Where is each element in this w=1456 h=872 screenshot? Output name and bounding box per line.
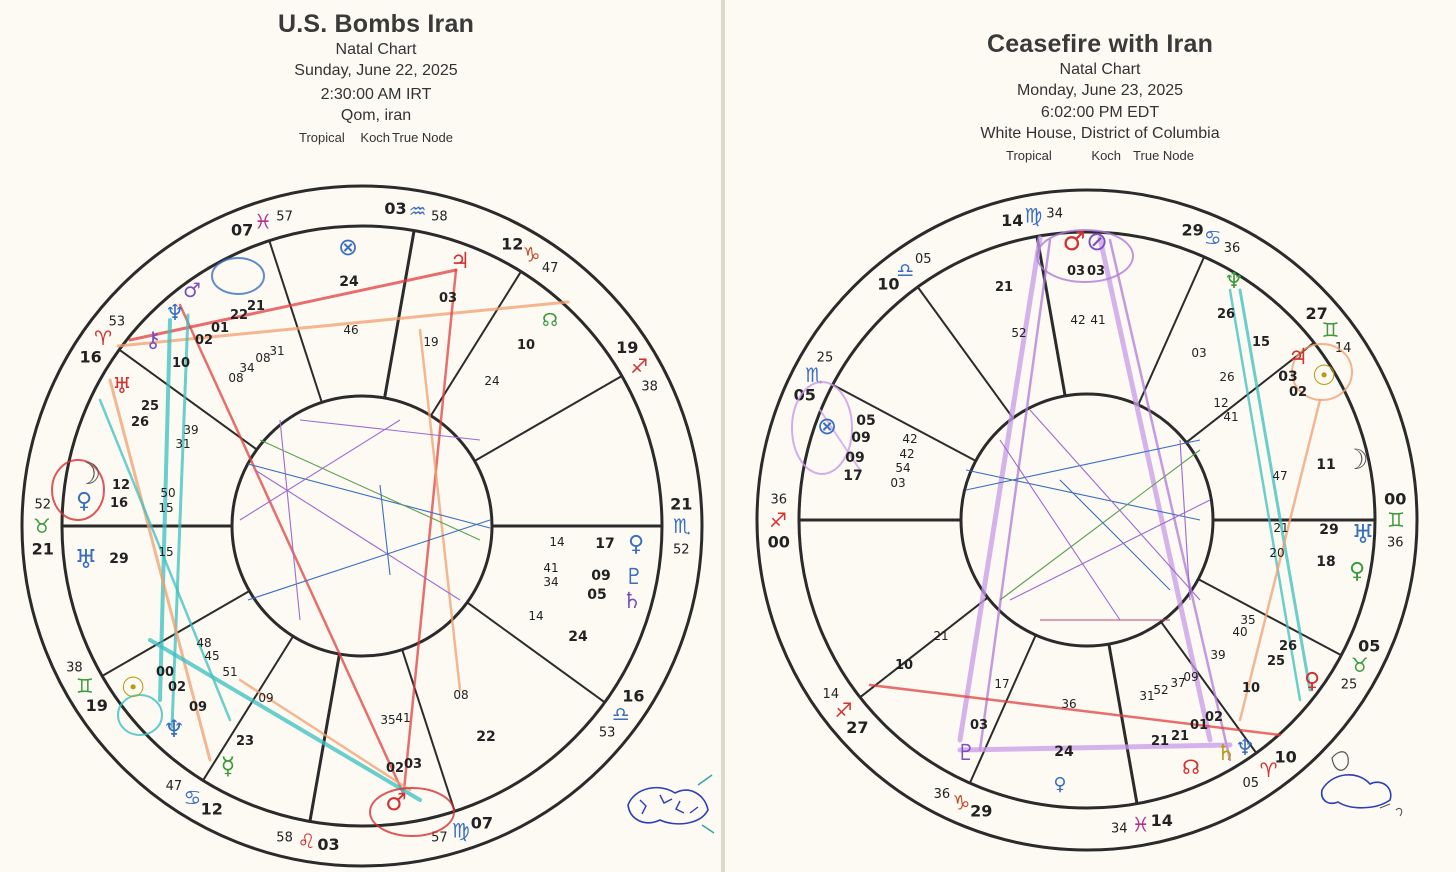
right-chart-time: 6:02:00 PM EDT — [1040, 104, 1160, 121]
planet-degree: 42 — [1070, 313, 1086, 327]
planet-glyph-icon: ♄ — [622, 589, 642, 614]
planet-degree: 36 — [1061, 697, 1077, 711]
planet-degree: 03 — [1086, 264, 1106, 279]
planet-degree: 03 — [969, 718, 989, 733]
cusp-degree: 07 — [230, 220, 254, 240]
planet-degree: 12 — [1213, 396, 1229, 410]
cusp-minute: 53 — [108, 314, 126, 330]
cusp-sign-icon: ♌ — [297, 829, 316, 854]
planet-degree: 21 — [246, 299, 266, 314]
planet-degree: 22 — [476, 729, 496, 745]
cusp-sign-icon: ♐ — [769, 508, 787, 532]
cusp-degree: 05 — [1358, 636, 1381, 656]
cusp-sign-icon: ♉ — [1350, 653, 1369, 678]
left-chart-date: Sunday, June 22, 2025 — [294, 62, 458, 79]
cusp-minute: 52 — [672, 542, 690, 558]
planet-degree: 34 — [239, 361, 255, 375]
planet-degree: 10 — [894, 658, 914, 673]
cusp-degree: 29 — [1181, 220, 1204, 240]
cusp-minute: 53 — [598, 725, 616, 741]
planet-degree: 39 — [1210, 648, 1226, 662]
planet-glyph-icon: ♅ — [1351, 520, 1375, 550]
planet-degree: 48 — [196, 636, 212, 650]
cusp-minute: 05 — [914, 251, 932, 267]
cusp-sign-icon: ♉ — [33, 514, 51, 538]
cusp-minute: 25 — [1340, 677, 1358, 693]
planet-glyph-icon: ♀ — [627, 532, 645, 557]
cusp-minute: 57 — [431, 830, 448, 846]
planet-degree: 01 — [1189, 718, 1209, 733]
cusp-minute: 57 — [276, 209, 293, 225]
planet-glyph-icon: ♂ — [183, 278, 201, 302]
planet-degree: 09 — [188, 700, 208, 715]
left-chart-title: U.S. Bombs Iran — [277, 10, 475, 38]
cusp-sign-icon: ♈ — [94, 325, 113, 350]
right-chart-date: Monday, June 23, 2025 — [1016, 82, 1184, 99]
planet-degree: 21 — [1150, 734, 1170, 749]
planet-degree: 02 — [1288, 385, 1308, 400]
cusp-degree: 14 — [1001, 211, 1024, 231]
planet-degree: 23 — [235, 734, 255, 749]
planet-glyph-icon: ♃ — [450, 249, 470, 274]
planet-degree: 17 — [843, 468, 863, 484]
planet-glyph-icon: ♆ — [1235, 736, 1255, 761]
planet-degree: 25 — [1266, 654, 1286, 669]
cusp-minute: 36 — [933, 786, 951, 802]
cusp-sign-icon: ♊ — [75, 674, 94, 698]
planet-glyph-icon: ♀ — [75, 489, 93, 514]
planet-degree: 39 — [183, 423, 199, 437]
planet-degree: 26 — [1278, 639, 1298, 654]
highlight-circle — [212, 258, 264, 294]
cusp-degree: 19 — [616, 338, 639, 358]
planet-degree: 15 — [158, 545, 174, 559]
planet-degree: 46 — [343, 323, 359, 337]
planet-degree: 21 — [1273, 521, 1289, 535]
planet-degree: 21 — [1170, 729, 1190, 744]
planet-glyph-icon: ♇ — [956, 741, 976, 766]
planet-degree: 10 — [1241, 681, 1261, 696]
right-chart-node: True Node — [1133, 148, 1194, 163]
house-cusp-line — [269, 241, 322, 403]
planet-degree: 03 — [890, 476, 906, 490]
right-chart-house-system: Koch — [1091, 148, 1122, 163]
planet-degree: 50 — [160, 486, 176, 500]
planet-glyph-icon: ♆ — [165, 301, 185, 326]
left-doodle-sketch — [620, 765, 720, 840]
planet-glyph-icon: ♅ — [112, 374, 132, 399]
cusp-sign-icon: ♈ — [1259, 757, 1278, 782]
planet-degree: 00 — [155, 665, 175, 680]
cusp-minute: 14 — [822, 686, 840, 702]
planet-degree: 51 — [222, 665, 238, 679]
cusp-sign-icon: ♎ — [611, 702, 630, 727]
planet-glyph-icon: ♀ — [1053, 774, 1067, 795]
planet-degree: 41 — [1223, 410, 1239, 424]
cusp-sign-icon: ♓ — [254, 209, 273, 234]
cusp-minute: 47 — [165, 778, 183, 794]
planet-degree: 09 — [591, 568, 611, 584]
right-chart-zodiac: Tropical — [1006, 148, 1052, 163]
cusp-minute: 58 — [276, 830, 293, 846]
planet-glyph-icon: ♀ — [1303, 669, 1321, 694]
planet-degree: 24 — [484, 374, 500, 388]
planet-degree: 24 — [339, 274, 359, 290]
cusp-sign-icon: ♏ — [805, 362, 824, 387]
planet-degree: 54 — [895, 461, 911, 475]
cusp-sign-icon: ♊ — [1321, 317, 1340, 342]
cusp-degree: 03 — [384, 198, 407, 218]
left-chart-subtitle: Natal Chart — [335, 41, 417, 58]
cusp-sign-icon: ♋ — [183, 785, 202, 810]
planet-glyph-icon: ♂ — [385, 788, 407, 816]
planet-degree: 29 — [1319, 522, 1339, 538]
planet-degree: 52 — [1011, 326, 1027, 340]
planet-degree: 42 — [899, 447, 915, 461]
planet-glyph-icon: ☊ — [1182, 755, 1200, 779]
planet-degree: 03 — [1066, 264, 1086, 279]
cusp-minute: 47 — [541, 261, 559, 277]
planet-glyph-icon: ☉ — [1311, 359, 1337, 392]
planet-degree: 03 — [403, 757, 423, 772]
planet-degree: 31 — [175, 437, 191, 451]
left-chart-house-system: Koch — [360, 130, 391, 145]
cusp-minute: 34 — [1111, 821, 1128, 837]
planet-degree: 20 — [1269, 546, 1285, 560]
planet-degree: 42 — [902, 432, 918, 446]
planet-degree: 02 — [167, 680, 187, 695]
planet-degree: 15 — [158, 501, 174, 515]
planet-degree: 09 — [1183, 670, 1199, 684]
cusp-minute: 38 — [641, 379, 658, 395]
planet-degree: 14 — [549, 535, 565, 549]
planet-degree: 24 — [1054, 744, 1074, 760]
planet-degree: 12 — [111, 478, 131, 493]
planet-glyph-icon: ☽ — [1343, 443, 1369, 476]
planet-degree: 31 — [1139, 689, 1155, 703]
planet-degree: 45 — [204, 649, 220, 663]
aspect-line — [960, 745, 1230, 750]
cusp-degree: 05 — [793, 385, 816, 405]
planet-degree: 26 — [1216, 307, 1236, 322]
cusp-sign-icon: ♊ — [1387, 508, 1405, 532]
cusp-degree: 10 — [1274, 747, 1297, 767]
planet-degree: 03 — [438, 291, 458, 306]
planet-degree: 14 — [528, 609, 544, 623]
planet-glyph-icon: ☿ — [220, 752, 236, 780]
planet-degree: 26 — [1219, 370, 1235, 384]
planet-degree: 02 — [385, 761, 405, 776]
cusp-degree: 00 — [1384, 489, 1407, 509]
planet-glyph-icon: ♅ — [74, 545, 98, 575]
planet-degree: 21 — [933, 629, 949, 643]
planet-degree: 10 — [171, 356, 191, 371]
planet-degree: 03 — [1278, 369, 1298, 385]
right-doodle-sketch — [1310, 740, 1410, 820]
planet-degree: 26 — [130, 415, 150, 430]
planet-degree: 41 — [543, 561, 559, 575]
planet-degree: 17 — [994, 677, 1010, 691]
cusp-minute: 14 — [1334, 341, 1352, 357]
cusp-degree: 16 — [622, 686, 645, 706]
planet-degree: 25 — [140, 399, 160, 414]
planet-degree: 02 — [1204, 710, 1224, 725]
cusp-minute: 38 — [66, 660, 83, 676]
planet-degree: 41 — [395, 711, 411, 725]
planet-degree: 35 — [1240, 613, 1256, 627]
right-chart-place: White House, District of Columbia — [980, 125, 1220, 142]
cusp-sign-icon: ♍ — [451, 818, 470, 843]
planet-glyph-icon: ♇ — [624, 565, 644, 590]
planet-degree: 08 — [453, 688, 469, 702]
planet-glyph-icon: ☊ — [542, 310, 558, 331]
cusp-sign-icon: ♐ — [834, 698, 853, 723]
planet-degree: 31 — [269, 344, 285, 358]
house-cusp-line — [1037, 236, 1065, 396]
cusp-sign-icon: ♑ — [952, 790, 971, 815]
house-cusp-line — [1198, 579, 1341, 655]
house-cusp-line — [1109, 644, 1137, 804]
cusp-degree: 00 — [767, 532, 790, 552]
cusp-degree: 21 — [670, 494, 693, 514]
planet-degree: 09 — [258, 691, 274, 705]
left-chart-time: 2:30:00 AM IRT — [320, 86, 432, 103]
planet-glyph-icon: ⊘ — [1086, 227, 1108, 257]
planet-degree: 17 — [595, 536, 615, 552]
cusp-minute: 05 — [1242, 776, 1260, 792]
planet-glyph-icon: ☉ — [120, 671, 146, 704]
planet-degree: 40 — [1232, 625, 1248, 639]
cusp-sign-icon: ♋ — [1203, 225, 1222, 250]
house-cusp-line — [1138, 257, 1207, 405]
cusp-degree: 14 — [1150, 810, 1173, 830]
planet-glyph-icon: ♆ — [1224, 269, 1244, 294]
house-cusp-line — [385, 231, 415, 398]
cusp-degree: 19 — [85, 695, 108, 715]
planet-degree: 52 — [1153, 683, 1169, 697]
left-chart-wheel — [22, 186, 702, 866]
cusp-minute: 36 — [1223, 241, 1241, 257]
planet-degree: 47 — [1272, 469, 1288, 483]
planet-degree: 22 — [229, 308, 249, 323]
planet-degree: 01 — [210, 321, 230, 336]
planet-glyph-icon: ☽ — [74, 457, 102, 492]
planet-degree: 19 — [423, 335, 439, 349]
planet-degree: 09 — [845, 450, 865, 466]
planet-glyph-icon: ⊗ — [337, 233, 359, 261]
cusp-degree: 03 — [317, 835, 340, 855]
left-chart-place: Qom, iran — [340, 107, 412, 124]
house-cusp-line — [918, 287, 1013, 418]
planet-degree: 37 — [1170, 676, 1186, 690]
planet-degree: 35 — [380, 713, 396, 727]
planet-degree: 24 — [568, 629, 588, 645]
cusp-sign-icon: ♑ — [522, 242, 541, 267]
cusp-sign-icon: ♍ — [1024, 203, 1043, 228]
cusp-degree: 12 — [501, 234, 524, 254]
planet-degree: 08 — [228, 371, 244, 385]
planet-degree: 05 — [856, 413, 876, 429]
cusp-degree: 27 — [1305, 304, 1328, 324]
cusp-minute: 58 — [431, 209, 448, 225]
planet-glyph-icon: ♆ — [163, 715, 185, 743]
planet-degree: 29 — [109, 551, 129, 567]
cusp-degree: 27 — [846, 717, 869, 737]
planet-degree: 05 — [587, 587, 607, 603]
cusp-degree: 10 — [877, 274, 900, 294]
planet-degree: 16 — [109, 496, 129, 511]
house-cusp-line — [475, 376, 622, 461]
house-cusp-line — [970, 635, 1036, 783]
planet-degree: 09 — [851, 430, 871, 446]
planet-degree: 03 — [1191, 346, 1207, 360]
left-chart-zodiac: Tropical — [299, 130, 345, 145]
planet-degree: 02 — [194, 333, 214, 348]
planet-degree: 15 — [1251, 335, 1271, 350]
planet-glyph-icon: ♀ — [1348, 559, 1366, 584]
planet-degree: 08 — [255, 351, 271, 365]
cusp-minute: 34 — [1046, 206, 1063, 222]
cusp-sign-icon: ♐ — [630, 354, 649, 378]
cusp-degree: 29 — [970, 801, 993, 821]
cusp-degree: 21 — [31, 539, 54, 559]
cusp-minute: 36 — [770, 492, 788, 508]
planet-glyph-icon: ♂ — [1062, 227, 1086, 257]
planet-degree: 18 — [1316, 554, 1336, 570]
cusp-degree: 12 — [200, 799, 223, 819]
cusp-sign-icon: ♓ — [1131, 812, 1150, 837]
planet-degree: 21 — [994, 280, 1014, 295]
planet-degree: 11 — [1316, 457, 1336, 473]
cusp-degree: 07 — [470, 813, 494, 833]
cusp-sign-icon: ♒ — [408, 198, 427, 223]
planet-glyph-icon: ♄ — [1216, 741, 1236, 766]
right-chart-title: Ceasefire with Iran — [986, 30, 1214, 58]
cusp-minute: 52 — [34, 497, 52, 513]
cusp-degree: 16 — [79, 347, 102, 367]
cusp-minute: 36 — [1386, 535, 1404, 551]
planet-degree: 41 — [1090, 313, 1106, 327]
right-chart-subtitle: Natal Chart — [1059, 61, 1141, 78]
cusp-sign-icon: ♏ — [673, 514, 691, 538]
planet-glyph-icon: ⊗ — [816, 412, 838, 440]
planet-glyph-icon: ⚷ — [144, 328, 162, 353]
left-chart-node: True Node — [392, 130, 453, 145]
cusp-minute: 25 — [816, 350, 834, 366]
cusp-sign-icon: ♎ — [896, 258, 915, 283]
planet-degree: 10 — [516, 338, 536, 353]
planet-degree: 34 — [543, 575, 559, 589]
planet-glyph-icon: ♃ — [1288, 345, 1308, 370]
